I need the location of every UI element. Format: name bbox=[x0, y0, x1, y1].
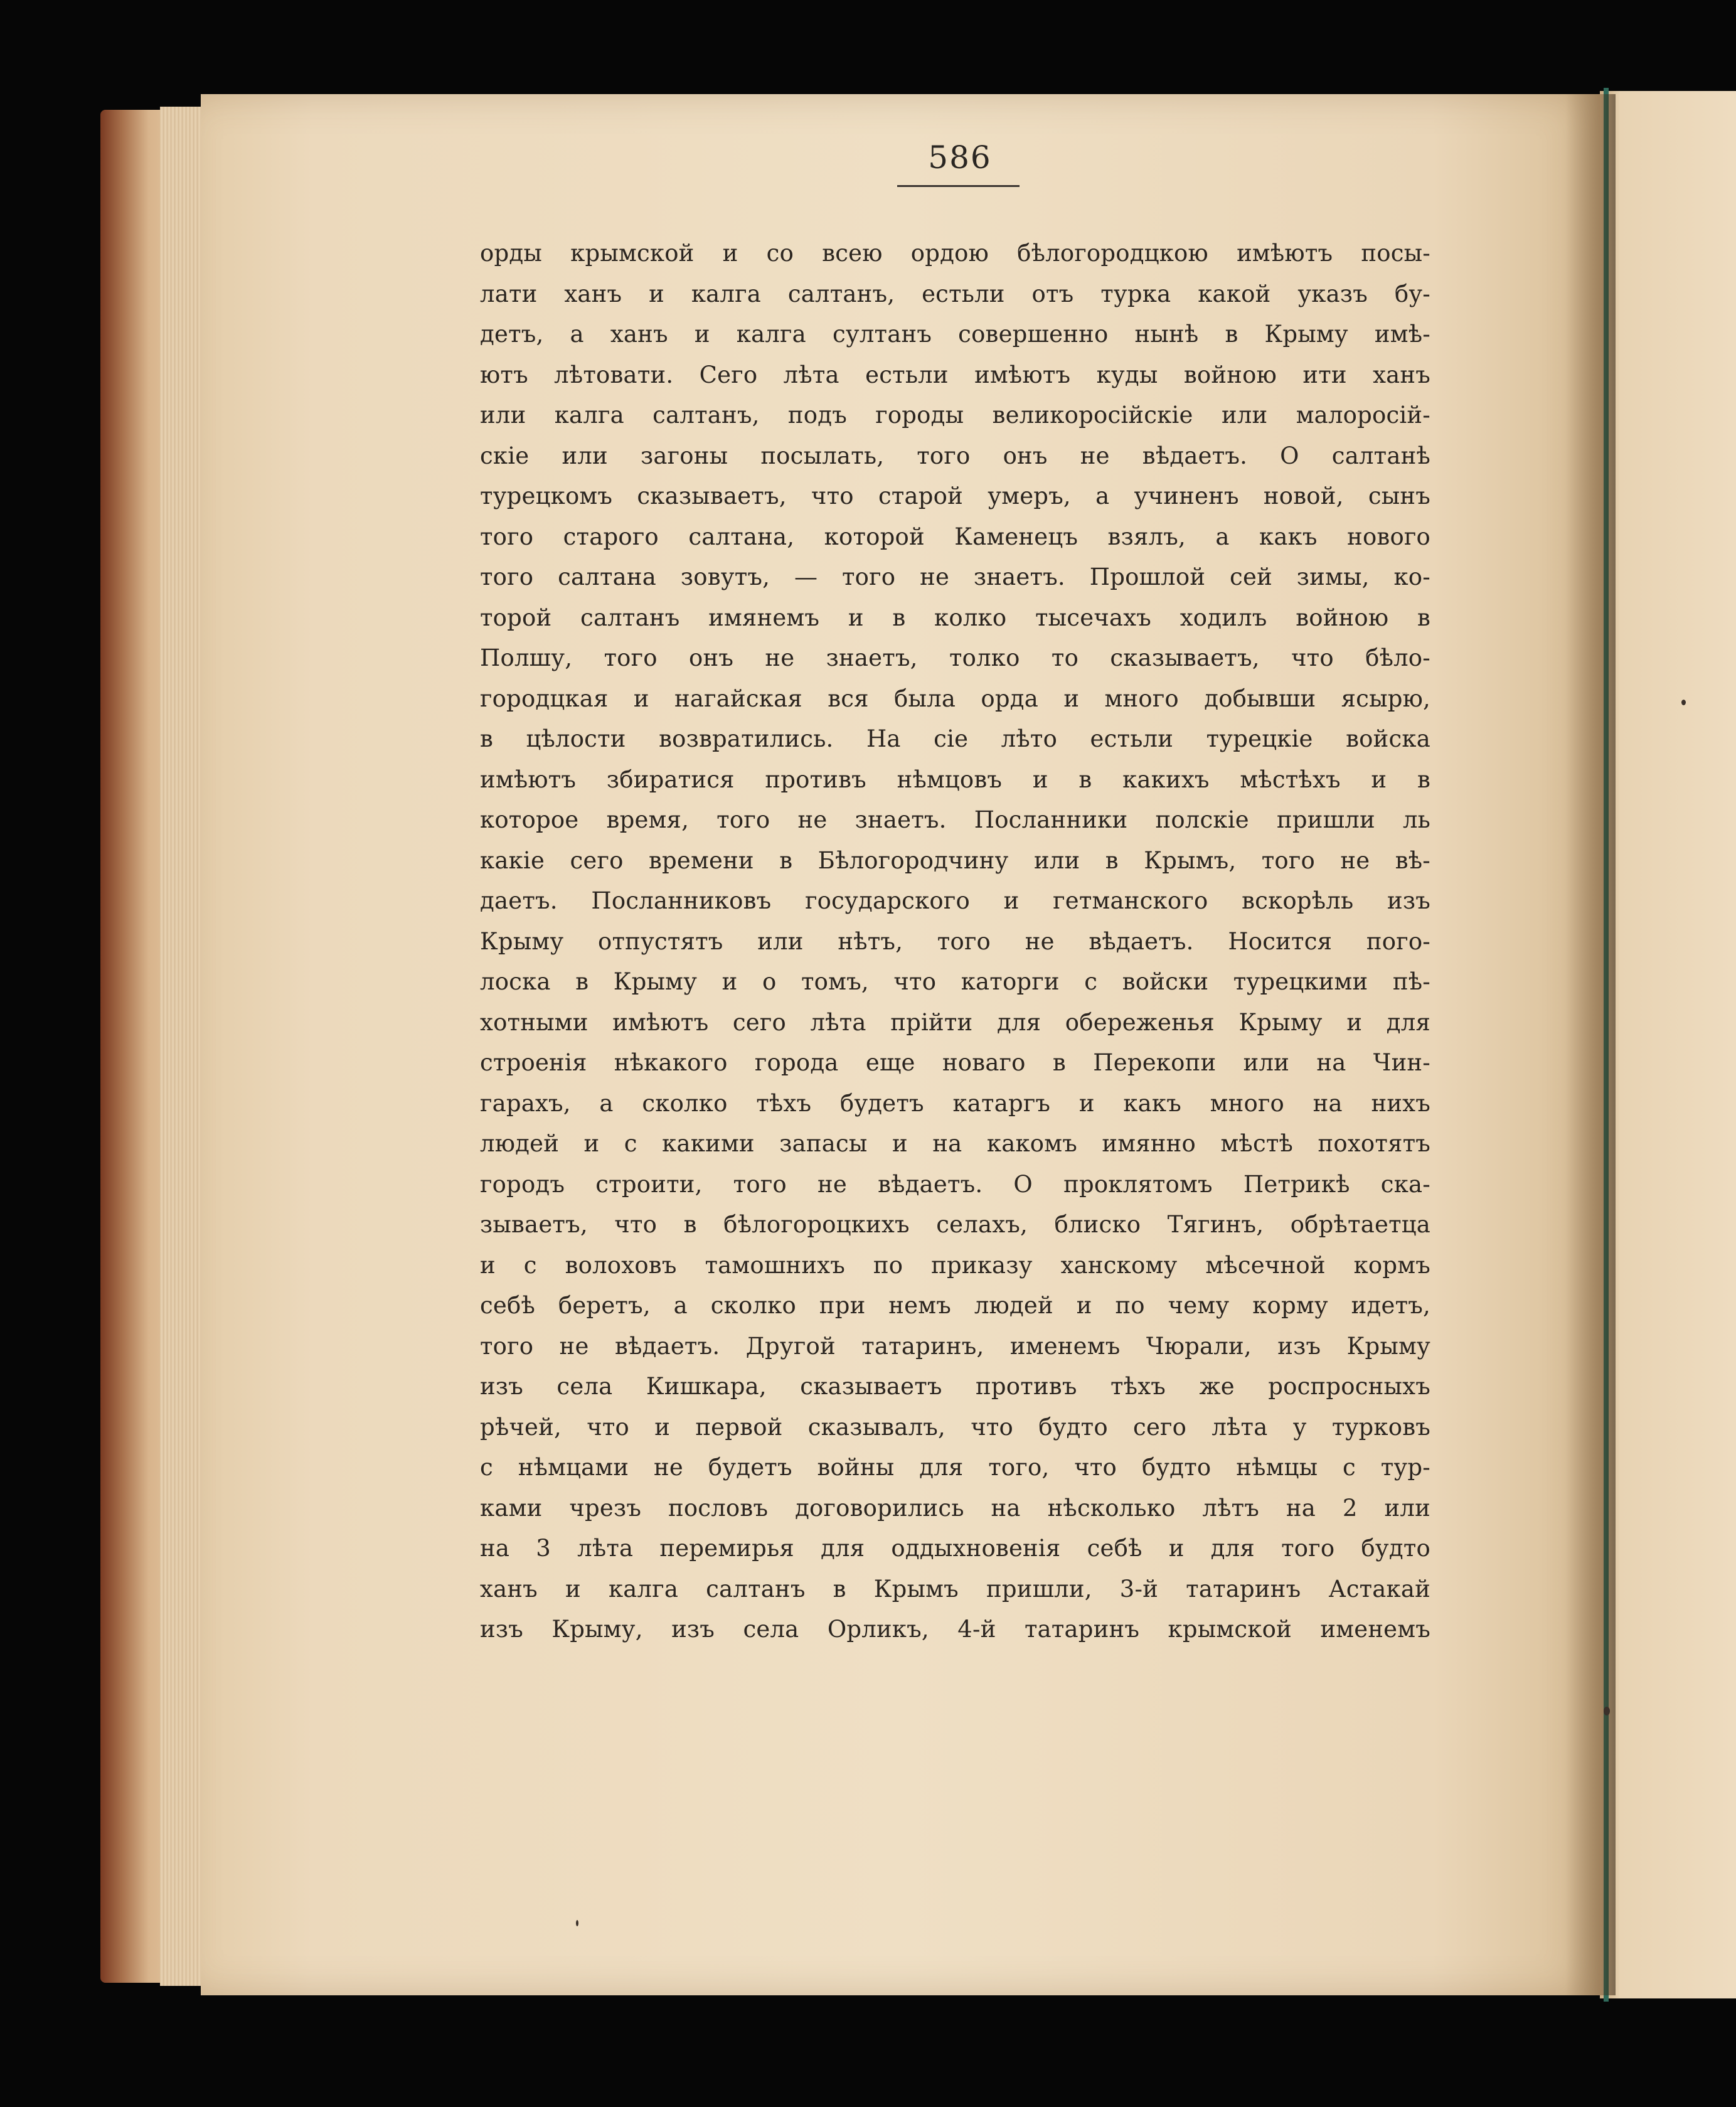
text-line: городъ строити, того не вѣдаетъ. О проклятомъ Петрикѣ ска- bbox=[480, 1170, 1430, 1198]
page-number-rule bbox=[897, 185, 1020, 187]
text-line: с нѣмцами не будетъ войны для того, что будто нѣмцы с тур- bbox=[480, 1454, 1430, 1481]
text-line: детъ, а ханъ и калга султанъ совершенно нынѣ в Крыму имѣ- bbox=[480, 321, 1430, 348]
text-line: какiе сего времени в Бѣлогородчину или в Крымъ, того не вѣ- bbox=[480, 846, 1430, 874]
text-line: Крыму отпустятъ или нѣтъ, того не вѣдаетъ. Носится пого- bbox=[480, 927, 1430, 955]
text-line: ками чрезъ пословъ договорились на нѣсколько лѣтъ на 2 или bbox=[480, 1494, 1430, 1522]
text-line: себѣ беретъ, а сколко при немъ людей и по чему корму идетъ, bbox=[480, 1292, 1430, 1319]
text-line: изъ села Кишкара, сказываетъ противъ тѣхъ же роспросныхъ bbox=[480, 1373, 1430, 1400]
text-line: строенiя нѣкакого города еще новаго в Перекопи или на Чин- bbox=[480, 1049, 1430, 1076]
text-line: того старого салтана, которой Каменецъ взялъ, а какъ нового bbox=[480, 523, 1430, 550]
page-text bbox=[480, 233, 1430, 1650]
text-line: лати ханъ и калга салтанъ, естьли отъ турка какой указъ бу- bbox=[480, 280, 1430, 307]
text-line: ханъ и калга салтанъ в Крымъ пришли, 3-й татаринъ Астакай bbox=[480, 1575, 1430, 1603]
text-line: городцкая и нагайская вся была орда и много добывши ясырю, bbox=[480, 685, 1430, 712]
text-line: которое время, того не знаетъ. Посланники полскiе пришли ль bbox=[480, 806, 1430, 833]
page-stack-edge bbox=[160, 107, 207, 1986]
text-line: зываетъ, что в бѣлогороцкихъ селахъ, блиско Тягинъ, обрѣтаетца bbox=[480, 1211, 1430, 1238]
text-line: хотными имѣютъ сего лѣта прiйти для обереженья Крыму и для bbox=[480, 1008, 1430, 1036]
text-line: того не вѣдаетъ. Другой татаринъ, именемъ Чюрали, изъ Крыму bbox=[480, 1332, 1430, 1360]
text-line: Полшу, того онъ не знаетъ, толко то сказываетъ, что бѣло- bbox=[480, 644, 1430, 671]
text-line: лоска в Крыму и о томъ, что каторги с войски турецкими пѣ- bbox=[480, 968, 1430, 995]
facing-page bbox=[1600, 91, 1736, 1998]
text-line: в цѣлости возвратились. На сiе лѣто естьли турецкiе войска bbox=[480, 725, 1430, 752]
ink-speck bbox=[576, 1920, 578, 1926]
text-line: и с волоховъ тамошнихъ по приказу ханскому мѣсечной кормъ bbox=[480, 1251, 1430, 1279]
text-line: того салтана зовутъ, — того не знаетъ. Прошлой сей зимы, ко- bbox=[480, 563, 1430, 590]
text-line: гарахъ, а сколко тѣхъ будетъ катаргъ и какъ много на нихъ bbox=[480, 1089, 1430, 1117]
text-line: турецкомъ сказываетъ, что старой умеръ, а учиненъ новой, сынъ bbox=[480, 483, 1430, 509]
ink-speck bbox=[1681, 700, 1686, 705]
text-line: людей и с какими запасы и на какомъ имянно мѣстѣ похотятъ bbox=[480, 1130, 1430, 1157]
text-line: торой салтанъ имянемъ и в колко тысечахъ ходилъ войною в bbox=[480, 604, 1430, 631]
text-line: даетъ. Посланниковъ государского и гетманского вскорѣль изъ bbox=[480, 887, 1430, 914]
text-line: или калга салтанъ, подъ городы великоросiйскiе или малоросiй- bbox=[480, 402, 1430, 429]
page-number: 586 bbox=[928, 139, 992, 176]
text-line: орды крымской и со всею ордою бѣлогородцкою имѣютъ посы- bbox=[480, 240, 1430, 267]
text-line: изъ Крыму, изъ села Орликъ, 4-й татаринъ крымской именемъ bbox=[480, 1616, 1430, 1643]
ink-speck bbox=[1604, 1707, 1610, 1715]
text-line: рѣчей, что и первой сказывалъ, что будто сего лѣта у турковъ bbox=[480, 1413, 1430, 1441]
text-line: ютъ лѣтовати. Сего лѣта естьли имѣютъ куды войною ити ханъ bbox=[480, 361, 1430, 388]
text-line: скiе или загоны посылать, того онъ не вѣдаетъ. О салтанѣ bbox=[480, 442, 1430, 469]
text-line: имѣютъ збиратися противъ нѣмцовъ и в какихъ мѣстѣхъ и в bbox=[480, 765, 1430, 793]
text-line: на 3 лѣта перемирья для оддыхновенiя себѣ и для того будто bbox=[480, 1535, 1430, 1562]
